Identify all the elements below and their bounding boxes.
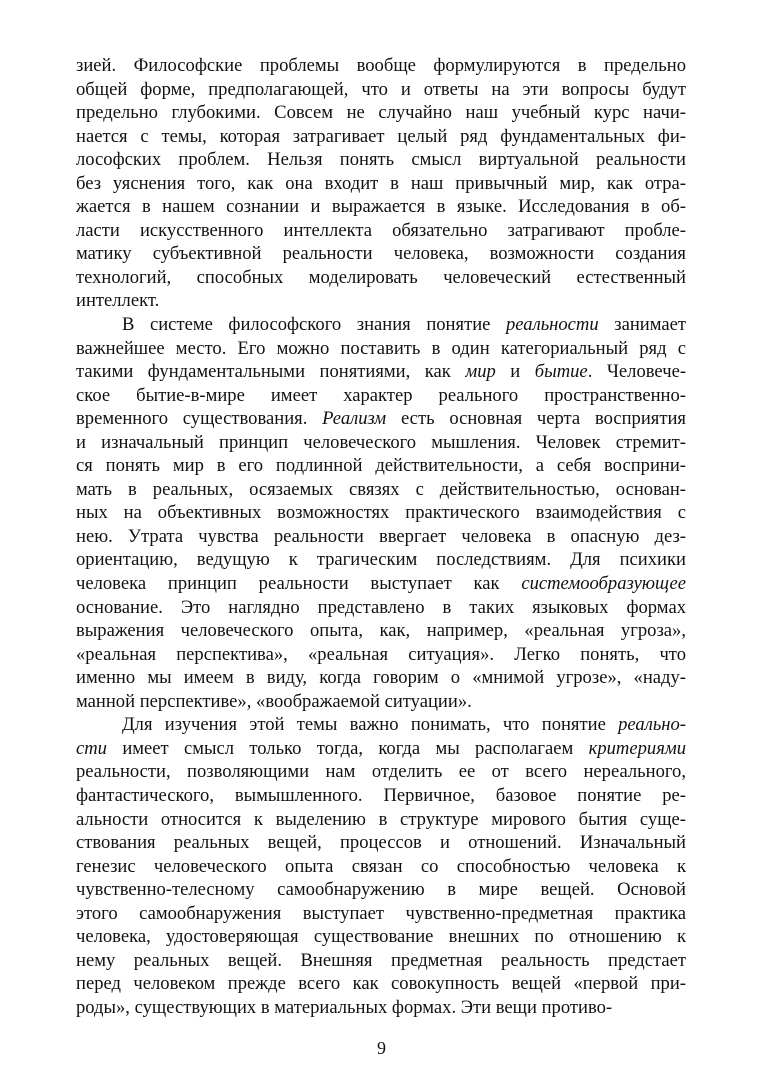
text-run: временного существования. bbox=[76, 408, 323, 430]
text-run: чувственно-телесному самообнаружению в мире вещей. Основой bbox=[76, 879, 686, 901]
text-run: именно мы имеем в виду, когда говорим о «мнимой угрозе», «наду- bbox=[76, 667, 686, 689]
text-line bbox=[76, 972, 686, 996]
text-run: без уяснения того, как она входит в наш привычный мир, как отра- bbox=[76, 172, 686, 194]
text-run: . Человече- bbox=[587, 361, 687, 383]
text-run: фантастического, вымышленного. Первичное, базовое понятие ре- bbox=[76, 784, 686, 806]
text-line bbox=[76, 690, 686, 714]
text-line bbox=[76, 643, 686, 667]
text-run: основание. Это наглядно представлено в таких языковых формах bbox=[76, 596, 686, 618]
italic-term: системообразующее bbox=[521, 573, 686, 595]
italic-term: реально- bbox=[618, 714, 686, 736]
text-line bbox=[76, 666, 686, 690]
text-run: ных на объективных возможностях практического взаимодействия с bbox=[76, 502, 686, 524]
italic-term: критериями bbox=[588, 737, 686, 759]
text-line bbox=[76, 855, 686, 879]
text-run: технологий, способных моделировать человеческий естественный bbox=[76, 266, 686, 288]
text-run: манной перспективе», «воображаемой ситуации». bbox=[76, 690, 472, 712]
text-run: интеллект. bbox=[76, 290, 160, 312]
text-run: мать в реальных, осязаемых связях с действительностью, основан- bbox=[76, 478, 686, 500]
text-run: матику субъективной реальности человека, возможности создания bbox=[76, 243, 686, 265]
text-line bbox=[76, 289, 686, 313]
text-line bbox=[76, 478, 686, 502]
text-line bbox=[76, 266, 686, 290]
text-line bbox=[76, 125, 686, 149]
text-line bbox=[76, 737, 686, 761]
text-run: и изначальный принцип человеческого мышления. Человек стремит- bbox=[76, 431, 686, 453]
text-line bbox=[76, 195, 686, 219]
text-line bbox=[76, 784, 686, 808]
text-line bbox=[76, 313, 686, 337]
italic-term: сти bbox=[76, 737, 107, 759]
text-line bbox=[76, 384, 686, 408]
text-line bbox=[76, 925, 686, 949]
text-run: перед человеком прежде всего как совокупность вещей «первой при- bbox=[76, 973, 686, 995]
text-line bbox=[76, 572, 686, 596]
text-line bbox=[76, 242, 686, 266]
text-line bbox=[76, 713, 686, 737]
text-run: ское бытие-в-мире имеет характер реального пространственно- bbox=[76, 384, 686, 406]
italic-term: бытие bbox=[534, 361, 588, 383]
text-run: «реальная перспектива», «реальная ситуация». Легко понять, что bbox=[76, 643, 686, 665]
text-line bbox=[76, 808, 686, 832]
text-line bbox=[76, 360, 686, 384]
text-run: ориентацию, ведущую к трагическим последствиям. Для психики bbox=[76, 549, 686, 571]
text-line bbox=[76, 219, 686, 243]
text-run: общей форме, предполагающей, что и ответы на эти вопросы будут bbox=[76, 78, 686, 100]
text-run: и bbox=[495, 361, 535, 383]
text-run: Для изучения этой темы важно понимать, что понятие bbox=[122, 714, 619, 736]
text-line bbox=[76, 619, 686, 643]
text-run: ствования реальных вещей, процессов и отношений. Изначальный bbox=[76, 832, 686, 854]
text-run: имеет смысл только тогда, когда мы располагаем bbox=[106, 737, 589, 759]
text-line bbox=[76, 172, 686, 196]
text-line bbox=[76, 831, 686, 855]
page-number: 9 bbox=[377, 1038, 386, 1058]
text-run: генезис человеческого опыта связан со способностью человека к bbox=[76, 855, 686, 877]
paragraph bbox=[76, 54, 686, 313]
text-line bbox=[76, 760, 686, 784]
text-run: есть основная черта восприятия bbox=[386, 408, 686, 430]
body-text bbox=[76, 54, 686, 1019]
text-line bbox=[76, 548, 686, 572]
text-run: нается с темы, которая затрагивает целый ряд фундаментальных фи- bbox=[76, 125, 686, 147]
text-run: нею. Утрата чувства реальности ввергает человека в опасную дез- bbox=[76, 525, 686, 547]
text-line bbox=[76, 501, 686, 525]
text-line bbox=[76, 148, 686, 172]
text-run: этого самообнаружения выступает чувственно-предметная практика bbox=[76, 902, 686, 924]
text-run: занимает bbox=[598, 314, 687, 336]
paragraph bbox=[76, 713, 686, 1019]
text-run: важнейшее место. Его можно поставить в один категориальный ряд с bbox=[76, 337, 686, 359]
text-run: лософских проблем. Нельзя понять смысл виртуальной реальности bbox=[76, 149, 686, 171]
italic-term: реальности bbox=[505, 314, 599, 336]
text-run: зией. Философские проблемы вообще формулируются в предельно bbox=[76, 55, 686, 76]
text-line bbox=[76, 902, 686, 926]
text-line bbox=[76, 454, 686, 478]
text-line bbox=[76, 596, 686, 620]
text-line bbox=[76, 878, 686, 902]
italic-term: Реализм bbox=[322, 408, 387, 430]
text-run: роды», существующих в материальных формах. Эти вещи противо- bbox=[76, 996, 613, 1018]
text-run: В системе философского знания понятие bbox=[122, 314, 506, 336]
text-run: предельно глубокими. Совсем не случайно наш учебный курс начи- bbox=[76, 102, 686, 124]
text-run: ся понять мир в его подлинной действительности, а себя восприни- bbox=[76, 455, 686, 477]
text-run: человека принцип реальности выступает как bbox=[76, 573, 522, 595]
text-run: человека, удостоверяющая существование внешних по отношению к bbox=[76, 926, 686, 948]
text-line bbox=[76, 337, 686, 361]
text-line bbox=[76, 407, 686, 431]
text-run: жается в нашем сознании и выражается в языке. Исследования в об- bbox=[76, 196, 686, 218]
text-line bbox=[76, 996, 686, 1020]
text-run: нему реальных вещей. Внешняя предметная реальность предстает bbox=[76, 949, 686, 971]
text-run: ласти искусственного интеллекта обязательно затрагивают пробле- bbox=[76, 219, 686, 241]
text-line bbox=[76, 525, 686, 549]
text-run: выражения человеческого опыта, как, например, «реальная угроза», bbox=[76, 620, 686, 642]
text-run: альности относится к выделению в структуре мирового бытия суще- bbox=[76, 808, 686, 830]
italic-term: мир bbox=[465, 361, 496, 383]
text-line bbox=[76, 949, 686, 973]
text-line bbox=[76, 101, 686, 125]
text-line bbox=[76, 78, 686, 102]
paragraph bbox=[76, 313, 686, 713]
text-run: реальности, позволяющими нам отделить ее от всего нереального, bbox=[76, 761, 686, 783]
text-line bbox=[76, 431, 686, 455]
text-run: такими фундаментальными понятиями, как bbox=[76, 361, 466, 383]
text-line bbox=[76, 54, 686, 78]
